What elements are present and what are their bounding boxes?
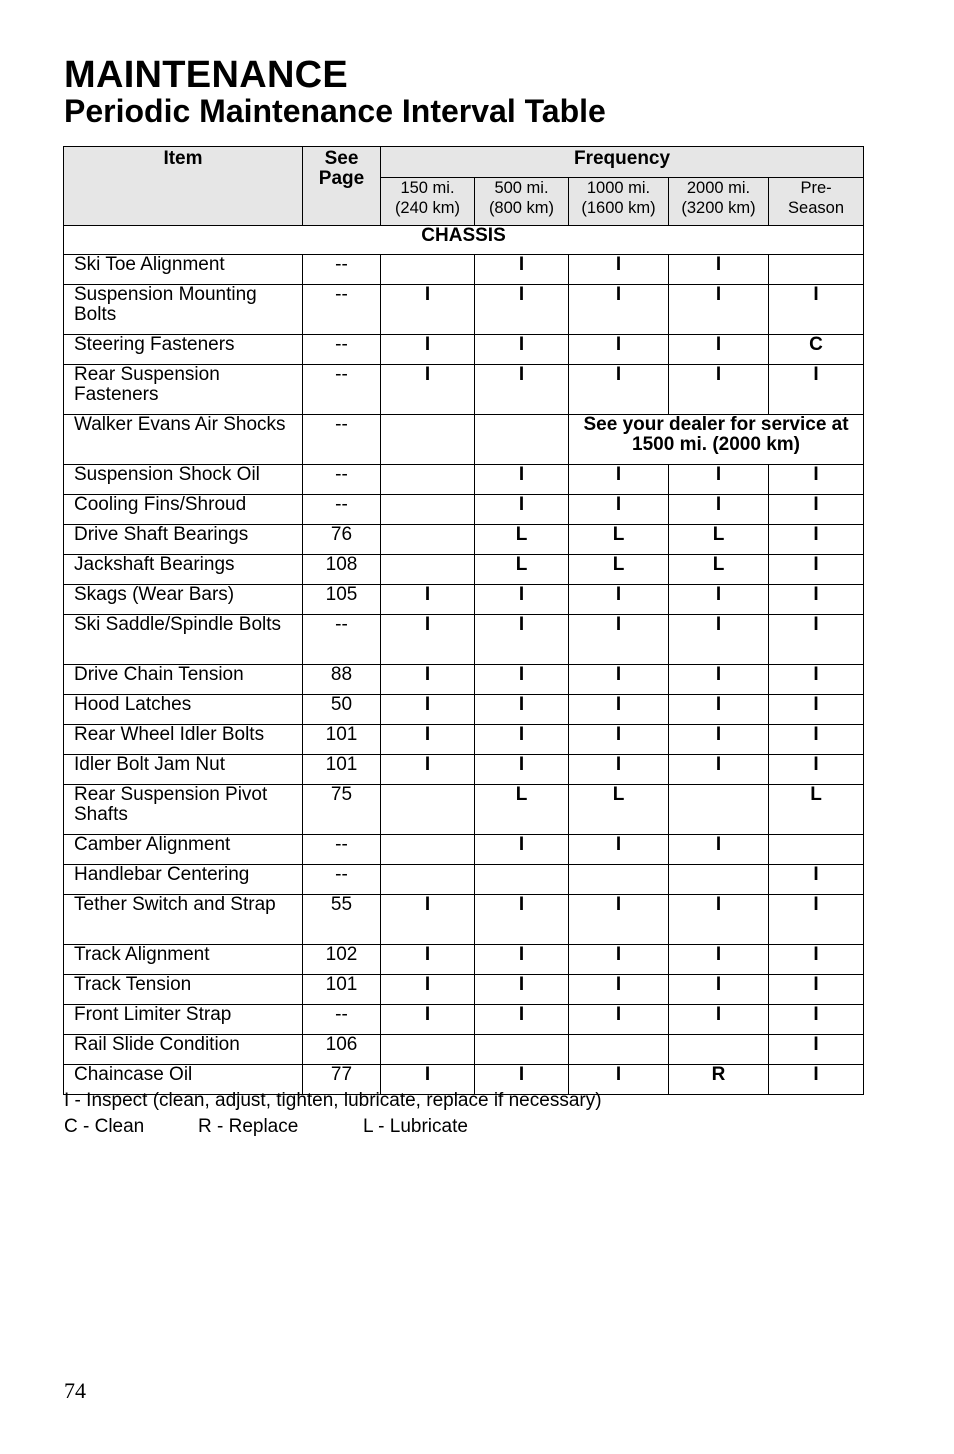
table-row [64,835,864,865]
interval-mark: L [669,525,769,555]
interval-mark: I [475,615,569,665]
interval-header [669,178,769,226]
item-name: Suspension Mounting Bolts [64,285,303,335]
interval-mark [569,865,669,895]
see-page: -- [303,415,381,465]
interval-mark: L [669,555,769,585]
see-page: -- [303,615,381,665]
item-name: Front Limiter Strap [64,1005,303,1035]
interval-mark: I [669,255,769,285]
legend [64,1088,602,1140]
see-page: -- [303,865,381,895]
interval-mark [381,835,475,865]
item-name: Rear Suspension Pivot Shafts [64,785,303,835]
interval-mark: I [475,695,569,725]
interval-mark: I [669,365,769,415]
interval-mark: I [769,865,864,895]
interval-mark [569,1035,669,1065]
interval-mark: I [669,975,769,1005]
dealer-service-note: See your dealer for service at 1500 mi. (2000 km) [569,415,864,465]
interval-mark: I [669,585,769,615]
interval-mark: L [569,785,669,835]
maintenance-interval-table [63,146,864,1095]
interval-mark: I [475,495,569,525]
table-row [64,785,864,835]
interval-mark: I [381,665,475,695]
item-name: Handlebar Centering [64,865,303,895]
item-name: Idler Bolt Jam Nut [64,755,303,785]
page-number: 74 [64,1378,86,1403]
interval-mark [381,555,475,585]
interval-mark: L [475,785,569,835]
interval-mark: I [569,1065,669,1095]
table-row [64,415,864,465]
interval-mark: I [569,665,669,695]
interval-mark: I [769,755,864,785]
interval-header [769,178,864,226]
interval-mark: I [475,365,569,415]
interval-mark: I [569,725,669,755]
item-name: Tether Switch and Strap [64,895,303,945]
interval-mark: I [769,285,864,335]
legend-replace: R - Replace [198,1116,299,1137]
interval-mark: C [769,335,864,365]
interval-mark: I [475,585,569,615]
interval-mark: L [475,555,569,585]
interval-mark [769,255,864,285]
see-page: 50 [303,695,381,725]
interval-mark: I [475,1005,569,1035]
interval-mark: I [569,695,669,725]
interval-mark: I [475,335,569,365]
item-name: Rear Suspension Fasteners [64,365,303,415]
interval-mark: I [669,945,769,975]
legend-inspect: I - Inspect (clean, adjust, tighten, lubricate, replace if necessary) [64,1090,602,1111]
see-page: 88 [303,665,381,695]
column-header-item: Item [64,147,303,226]
table-body [64,226,864,1095]
page-subtitle: Periodic Maintenance Interval Table [64,93,606,129]
table-row [64,525,864,555]
interval-miles: 500 mi. [494,179,549,197]
column-header-frequency: Frequency [381,147,864,178]
interval-mark [769,835,864,865]
interval-km: (800 km) [488,199,555,217]
see-page: 75 [303,785,381,835]
interval-mark [475,415,569,465]
interval-km: Season [788,199,845,217]
interval-mark: I [381,615,475,665]
interval-mark: I [769,525,864,555]
interval-mark: I [381,365,475,415]
interval-mark: I [769,1005,864,1035]
interval-mark: I [769,555,864,585]
interval-mark: L [569,525,669,555]
see-page: -- [303,365,381,415]
item-name: Ski Toe Alignment [64,255,303,285]
see-page: 102 [303,945,381,975]
item-name: Camber Alignment [64,835,303,865]
section-header-chassis: CHASSIS [64,226,864,255]
interval-mark: I [381,895,475,945]
interval-mark: I [769,1065,864,1095]
interval-mark: I [475,1065,569,1095]
interval-mark: I [381,975,475,1005]
interval-mark: I [769,1035,864,1065]
see-page: 106 [303,1035,381,1065]
item-name: Drive Chain Tension [64,665,303,695]
interval-header [569,178,669,226]
interval-mark: I [381,285,475,335]
interval-mark: I [475,975,569,1005]
table-row [64,895,864,945]
table-row [64,365,864,415]
interval-mark: I [769,495,864,525]
see-page: -- [303,285,381,335]
see-page: 76 [303,525,381,555]
interval-header [381,178,475,226]
interval-miles: Pre- [800,179,832,197]
see-page: -- [303,465,381,495]
interval-mark: I [381,1065,475,1095]
table-row [64,1005,864,1035]
see-page: 55 [303,895,381,945]
see-page: 101 [303,725,381,755]
interval-mark: I [569,975,669,1005]
interval-mark: R [669,1065,769,1095]
legend-lubricate: L - Lubricate [363,1116,468,1137]
interval-mark: I [669,835,769,865]
interval-mark: I [381,725,475,755]
see-page: -- [303,835,381,865]
interval-mark: I [475,755,569,785]
item-name: Rail Slide Condition [64,1035,303,1065]
interval-mark [381,495,475,525]
interval-mark: I [569,465,669,495]
column-header-see-page: See Page [303,147,381,226]
item-name: Chaincase Oil [64,1065,303,1095]
see-page: 77 [303,1065,381,1095]
interval-mark: I [769,365,864,415]
see-page: 101 [303,755,381,785]
item-name: Hood Latches [64,695,303,725]
interval-mark: I [569,365,669,415]
interval-miles: 1000 mi. [586,179,651,197]
item-name: Walker Evans Air Shocks [64,415,303,465]
item-name: Jackshaft Bearings [64,555,303,585]
interval-km: (3200 km) [681,199,756,217]
table-row [64,695,864,725]
table-row [64,615,864,665]
table-row [64,555,864,585]
interval-mark: I [569,335,669,365]
interval-mark: I [381,335,475,365]
table-row [64,285,864,335]
legend-clean: C - Clean [64,1116,145,1137]
interval-mark: I [669,465,769,495]
interval-mark [475,1035,569,1065]
interval-mark: I [769,615,864,665]
see-page: 105 [303,585,381,615]
interval-mark: I [769,945,864,975]
interval-mark: I [769,585,864,615]
interval-mark: L [569,555,669,585]
interval-mark: I [569,835,669,865]
see-page: -- [303,1005,381,1035]
see-page: 101 [303,975,381,1005]
interval-miles: 2000 mi. [686,179,751,197]
table-row [64,975,864,1005]
table-row [64,945,864,975]
interval-mark [475,865,569,895]
interval-mark: I [569,285,669,335]
interval-mark: I [669,1005,769,1035]
interval-mark: I [475,895,569,945]
interval-mark: I [769,695,864,725]
interval-mark: I [475,465,569,495]
interval-mark [381,465,475,495]
table-row [64,725,864,755]
item-name: Track Alignment [64,945,303,975]
interval-mark: L [769,785,864,835]
item-name: Suspension Shock Oil [64,465,303,495]
interval-header [475,178,569,226]
interval-mark [669,865,769,895]
interval-mark: I [669,665,769,695]
interval-mark: I [475,945,569,975]
interval-mark: I [769,465,864,495]
interval-mark: L [475,525,569,555]
item-name: Skags (Wear Bars) [64,585,303,615]
interval-mark: I [475,285,569,335]
interval-mark [381,1035,475,1065]
interval-mark: I [669,335,769,365]
interval-mark: I [475,255,569,285]
interval-mark: I [769,725,864,755]
interval-mark [381,525,475,555]
interval-mark: I [769,975,864,1005]
table-row [64,665,864,695]
table-row [64,465,864,495]
interval-mark: I [381,695,475,725]
interval-mark [669,1035,769,1065]
interval-mark: I [669,285,769,335]
interval-mark: I [381,945,475,975]
interval-mark: I [669,495,769,525]
interval-mark: I [669,725,769,755]
item-name: Steering Fasteners [64,335,303,365]
interval-mark: I [569,585,669,615]
item-name: Drive Shaft Bearings [64,525,303,555]
interval-mark: I [381,755,475,785]
see-page: -- [303,495,381,525]
table-row [64,495,864,525]
interval-mark: I [569,895,669,945]
item-name: Ski Saddle/Spindle Bolts [64,615,303,665]
interval-mark: I [569,945,669,975]
see-page: -- [303,255,381,285]
interval-km: (240 km) [394,199,461,217]
table-row [64,255,864,285]
interval-mark [381,415,475,465]
interval-mark: I [769,895,864,945]
table-row [64,865,864,895]
table-row [64,1035,864,1065]
interval-mark [381,255,475,285]
interval-mark: I [569,255,669,285]
interval-mark: I [381,585,475,615]
item-name: Cooling Fins/Shroud [64,495,303,525]
interval-mark: I [769,665,864,695]
interval-mark: I [569,615,669,665]
interval-mark: I [475,725,569,755]
interval-mark: I [569,755,669,785]
interval-mark: I [475,835,569,865]
legend-row [64,1114,602,1140]
interval-mark [381,785,475,835]
interval-mark: I [569,1005,669,1035]
interval-km: (1600 km) [581,199,656,217]
table-row [64,335,864,365]
interval-mark: I [569,495,669,525]
interval-mark: I [669,895,769,945]
interval-mark: I [669,695,769,725]
item-name: Rear Wheel Idler Bolts [64,725,303,755]
see-page: -- [303,335,381,365]
see-page: 108 [303,555,381,585]
interval-mark: I [669,615,769,665]
table-row [64,585,864,615]
table-row [64,755,864,785]
interval-mark [669,785,769,835]
interval-mark: I [669,755,769,785]
interval-mark: I [475,665,569,695]
interval-miles: 150 mi. [400,179,455,197]
item-name: Track Tension [64,975,303,1005]
interval-mark [381,865,475,895]
interval-mark: I [381,1005,475,1035]
page-title: MAINTENANCE [64,54,349,96]
